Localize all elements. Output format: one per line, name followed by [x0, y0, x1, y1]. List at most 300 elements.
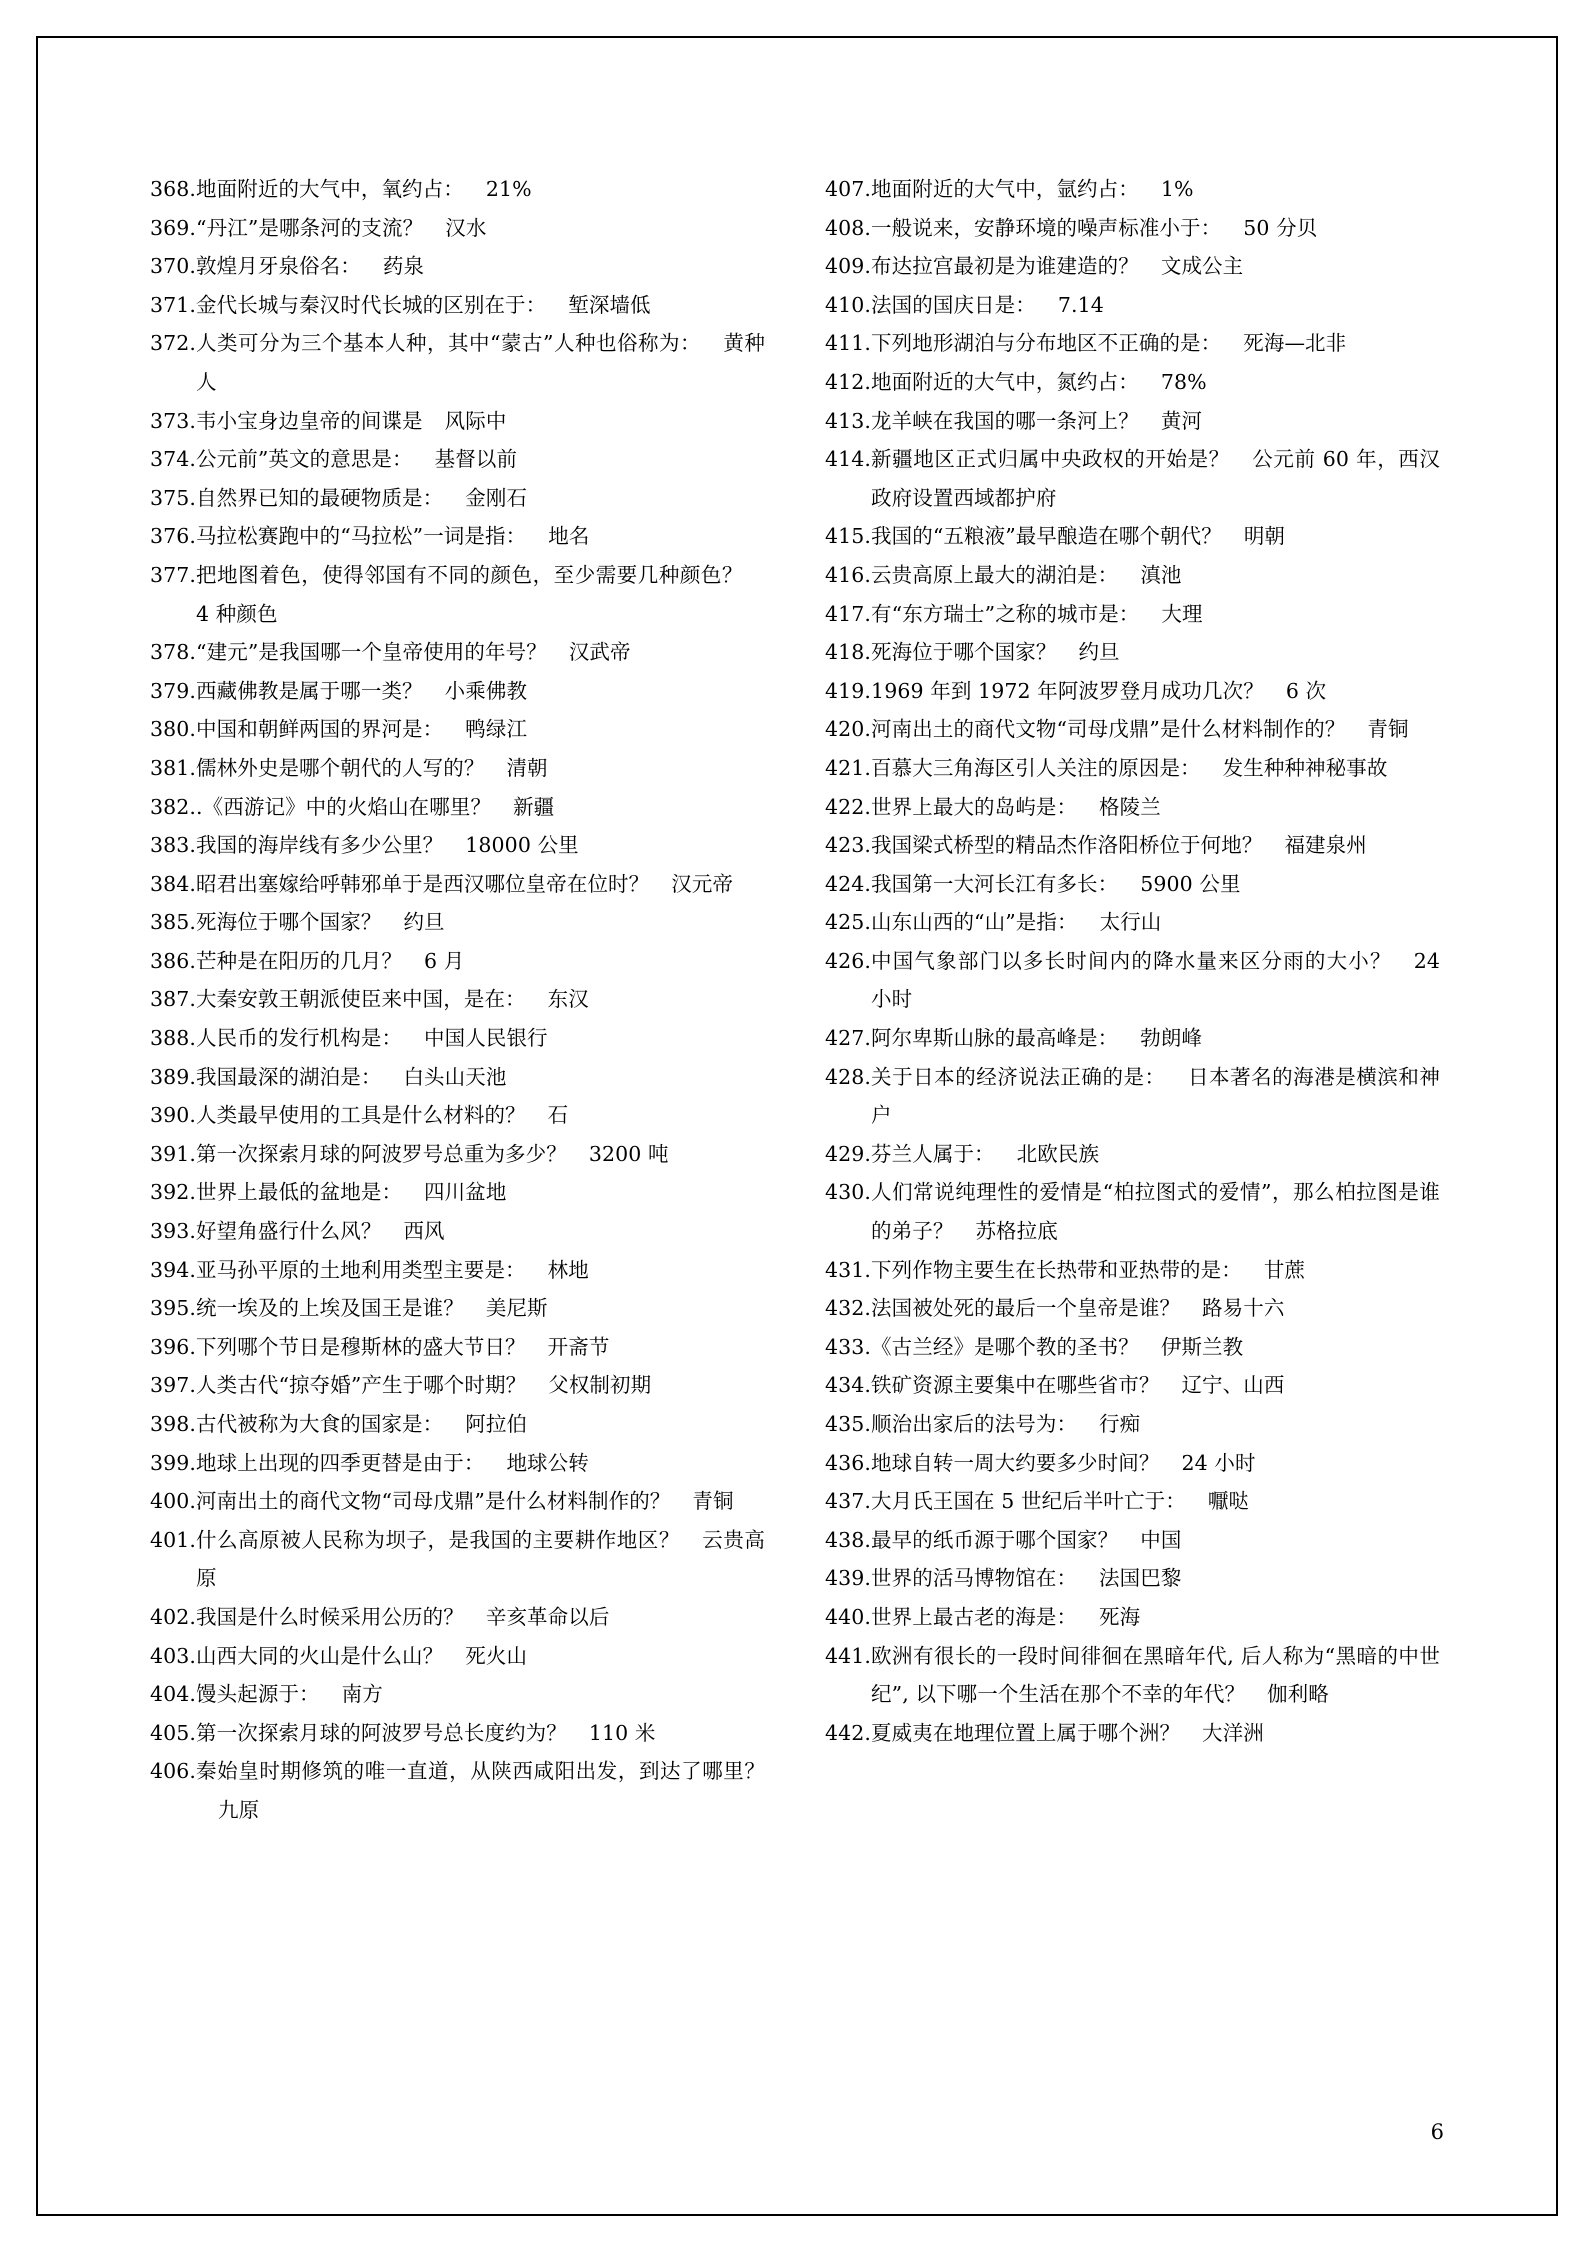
answer-text: 开斋节	[547, 1334, 610, 1359]
item-text	[196, 1444, 765, 1483]
question-text: 河南出土的商代文物“司母戊鼎”是什么材料制作的？	[196, 1489, 671, 1514]
list-item	[825, 1366, 1440, 1405]
question-text: 世界上最古老的海是：	[871, 1604, 1078, 1629]
item-text	[196, 826, 765, 865]
item-number: 410.	[825, 292, 872, 317]
question-text: 韦小宝身边皇帝的间谍是	[196, 408, 423, 433]
item-text	[196, 1521, 765, 1598]
item-text	[196, 1096, 765, 1135]
list-item	[150, 942, 765, 981]
list-item	[150, 1675, 765, 1714]
item-number: 438.	[825, 1527, 872, 1552]
item-number: 371.	[150, 292, 197, 317]
item-number: 387.	[150, 987, 197, 1012]
answer-text: 5900 公里	[1140, 871, 1241, 896]
answer-text: 路易十六	[1202, 1296, 1285, 1321]
question-text: 世界的活马博物馆在：	[871, 1566, 1078, 1591]
item-number: 411.	[825, 331, 872, 356]
item-text	[871, 247, 1440, 286]
item-number: 417.	[825, 601, 872, 626]
item-text	[871, 710, 1440, 749]
question-text: 1969 年到 1972 年阿波罗登月成功几次？	[871, 678, 1264, 703]
item-number: 369.	[150, 215, 197, 240]
item-number: 374.	[150, 447, 197, 472]
question-text: 死海位于哪个国家？	[871, 640, 1057, 665]
question-text: 人民币的发行机构是：	[196, 1026, 403, 1051]
question-text: 死海位于哪个国家？	[196, 910, 382, 935]
answer-text: 明朝	[1243, 524, 1286, 549]
question-text: 河南出土的商代文物“司母戊鼎”是什么材料制作的？	[871, 717, 1346, 742]
answer-text: 嚈哒	[1207, 1489, 1250, 1514]
question-text: 百慕大三角海区引人关注的原因是：	[871, 755, 1201, 780]
question-text: 我国梁式桥型的精品杰作洛阳桥位于何地？	[871, 833, 1263, 858]
item-text	[196, 1019, 765, 1058]
item-text	[871, 942, 1440, 1019]
item-number: 386.	[150, 948, 197, 973]
question-text: 第一次探索月球的阿波罗号总长度约为？	[196, 1720, 567, 1745]
answer-text: 黄种人	[196, 331, 765, 394]
question-text: 最早的纸币源于哪个国家？	[871, 1527, 1119, 1552]
item-number: 398.	[150, 1412, 197, 1436]
list-item	[825, 1559, 1440, 1598]
answer-text: 死海—北非	[1243, 331, 1347, 356]
item-text	[196, 1328, 765, 1367]
list-item	[825, 324, 1440, 363]
item-text	[871, 903, 1440, 942]
answer-text: 阿拉伯	[465, 1412, 528, 1436]
item-text	[871, 826, 1440, 865]
item-number: 372.	[150, 331, 197, 356]
item-number: 436.	[825, 1450, 872, 1475]
list-item	[150, 324, 765, 401]
question-text: 人类古代“掠夺婚”产生于哪个时期？	[196, 1373, 527, 1398]
question-text: 好望角盛行什么风？	[196, 1219, 382, 1244]
item-text	[196, 1289, 765, 1328]
item-text	[196, 517, 765, 556]
question-text: 什么高原被人民称为坝子，是我国的主要耕作地区？	[196, 1527, 680, 1552]
item-number: 396.	[150, 1334, 197, 1359]
answer-text: 21%	[485, 177, 532, 201]
item-text	[196, 1135, 765, 1174]
item-number: 375.	[150, 485, 197, 510]
answer-text: 林地	[547, 1257, 589, 1282]
question-text: 大月氏王国在 5 世纪后半叶亡于：	[871, 1489, 1186, 1514]
answer-text: 日本著名的海港是横滨和神户	[871, 1064, 1440, 1128]
answer-text: 黄河	[1160, 408, 1203, 433]
answer-text: 北欧民族	[1016, 1141, 1100, 1166]
list-item	[150, 1096, 765, 1135]
item-text	[196, 633, 765, 672]
answer-text: 鸭绿江	[465, 717, 528, 742]
question-text: 新疆地区正式归属中央政权的开始是？	[871, 447, 1230, 472]
item-number: 390.	[150, 1103, 197, 1128]
answer-text: 伊斯兰教	[1160, 1334, 1244, 1359]
question-text: 马拉松赛跑中的“马拉松”一词是指：	[196, 524, 527, 549]
item-number: 440.	[825, 1604, 872, 1629]
item-number: 401.	[150, 1527, 197, 1552]
item-number: 377.	[150, 562, 197, 587]
item-text	[196, 942, 765, 981]
question-text: 一般说来，安静环境的噪声标准小于：	[871, 215, 1222, 240]
question-text: 有“东方瑞士”之称的城市是：	[871, 601, 1140, 626]
item-text	[871, 556, 1440, 595]
item-text	[871, 517, 1440, 556]
item-text	[196, 865, 765, 904]
answer-text: 小乘佛教	[444, 678, 528, 703]
question-text: 法国被处死的最后一个皇帝是谁？	[871, 1296, 1181, 1321]
item-text	[871, 1058, 1440, 1135]
answer-text: 青铜	[1367, 717, 1409, 742]
answer-text: 18000 公里	[465, 833, 579, 858]
item-text	[871, 1135, 1440, 1174]
item-number: 391.	[150, 1141, 197, 1166]
answer-text: 太行山	[1099, 910, 1162, 935]
item-number: 437.	[825, 1489, 872, 1514]
item-text	[196, 710, 765, 749]
answer-text: 美尼斯	[485, 1296, 548, 1321]
list-item	[825, 440, 1440, 517]
list-item	[825, 1251, 1440, 1290]
item-text	[196, 209, 765, 248]
list-item	[150, 633, 765, 672]
question-text: 统一埃及的上埃及国王是谁？	[196, 1296, 464, 1321]
question-text: 地面附近的大气中，氧约占：	[196, 177, 464, 201]
list-item	[150, 556, 765, 633]
question-text: 地面附近的大气中，氩约占：	[871, 177, 1139, 201]
item-text	[196, 402, 765, 441]
item-text	[196, 247, 765, 286]
item-text	[871, 1019, 1440, 1058]
item-text	[196, 1637, 765, 1676]
item-number: 400.	[150, 1489, 197, 1514]
answer-text: 福建泉州	[1284, 833, 1367, 858]
item-number: 405.	[150, 1720, 197, 1745]
list-item	[825, 749, 1440, 788]
item-number: 388.	[150, 1026, 197, 1051]
item-text	[871, 595, 1440, 634]
list-item	[825, 1019, 1440, 1058]
question-text: 我国的海岸线有多少公里？	[196, 833, 444, 858]
question-text: 公元前”英文的意思是：	[196, 447, 413, 472]
answer-text: 甘蔗	[1263, 1257, 1306, 1282]
list-item	[150, 710, 765, 749]
question-text: 夏威夷在地理位置上属于哪个洲？	[871, 1720, 1181, 1745]
column-left	[150, 170, 765, 2040]
item-text	[196, 980, 765, 1019]
item-text	[871, 865, 1440, 904]
question-text: 大秦安敦王朝派使臣来中国，是在：	[196, 987, 526, 1012]
item-text	[196, 1675, 765, 1714]
question-text: 下列哪个节日是穆斯林的盛大节日？	[196, 1334, 526, 1359]
question-text: 山西大同的火山是什么山？	[196, 1643, 444, 1668]
item-text	[196, 1482, 765, 1521]
list-item	[150, 209, 765, 248]
item-number: 420.	[825, 717, 872, 742]
answer-text: 伽利略	[1267, 1682, 1329, 1707]
question-text: 亚马孙平原的土地利用类型主要是：	[196, 1257, 526, 1282]
answer-text: 大洋洲	[1202, 1720, 1264, 1745]
question-text: 敦煌月牙泉俗名：	[196, 254, 361, 279]
list-item	[150, 1482, 765, 1521]
answer-text: 文成公主	[1160, 254, 1244, 279]
list-item	[825, 1482, 1440, 1521]
answer-text: 行痴	[1099, 1412, 1141, 1436]
question-text: 中国和朝鲜两国的界河是：	[196, 717, 444, 742]
question-text: 地球上出现的四季更替是由于：	[196, 1450, 485, 1475]
item-text	[871, 1444, 1440, 1483]
item-text	[871, 1598, 1440, 1637]
list-item	[150, 672, 765, 711]
list-item	[150, 1598, 765, 1637]
list-item	[150, 903, 765, 942]
item-number: 413.	[825, 408, 872, 433]
item-number: 379.	[150, 678, 197, 703]
question-text: 云贵高原上最大的湖泊是：	[871, 562, 1119, 587]
item-number: 427.	[825, 1026, 872, 1051]
item-number: 419.	[825, 678, 872, 703]
list-item	[825, 672, 1440, 711]
answer-text: 地球公转	[506, 1450, 589, 1475]
item-number: 402.	[150, 1604, 197, 1629]
answer-text: 中国	[1140, 1527, 1182, 1552]
item-number: 389.	[150, 1064, 197, 1089]
question-text: 馒头起源于：	[196, 1682, 320, 1707]
item-number: 409.	[825, 254, 872, 279]
item-number: 376.	[150, 524, 197, 549]
item-number: 378.	[150, 640, 197, 665]
answer-text: 东汉	[547, 987, 589, 1012]
answer-text: 辽宁、山西	[1181, 1373, 1285, 1398]
item-text	[871, 1366, 1440, 1405]
item-text	[196, 556, 765, 633]
item-number: 428.	[825, 1064, 872, 1089]
answer-text: 6 次	[1285, 678, 1327, 703]
item-number: 416.	[825, 562, 872, 587]
item-text	[196, 1405, 765, 1444]
item-number: 429.	[825, 1141, 872, 1166]
question-text: 龙羊峡在我国的哪一条河上？	[871, 408, 1139, 433]
list-item	[150, 865, 765, 904]
answer-text: 中国人民银行	[424, 1026, 548, 1051]
item-number: 403.	[150, 1643, 197, 1668]
item-text	[196, 749, 765, 788]
list-item	[825, 1714, 1440, 1753]
question-text: 昭君出塞嫁给呼韩邪单于是西汉哪位皇帝在位时？	[196, 871, 650, 896]
item-text	[871, 1405, 1440, 1444]
answer-text: 公元前 60 年，西汉政府设置西域都护府	[871, 447, 1441, 510]
list-item	[150, 402, 765, 441]
answer-text: 四川盆地	[424, 1180, 507, 1205]
item-text	[871, 402, 1440, 441]
item-number: 434.	[825, 1373, 872, 1398]
item-text	[871, 672, 1440, 711]
item-text	[196, 1212, 765, 1251]
list-item	[150, 247, 765, 286]
answer-text: 地名	[548, 524, 590, 549]
answer-text: 约旦	[403, 910, 445, 935]
list-item	[825, 170, 1440, 209]
answer-text: 汉武帝	[568, 640, 631, 665]
list-item	[825, 1598, 1440, 1637]
list-item	[150, 1212, 765, 1251]
answer-text: 格陵兰	[1099, 794, 1161, 819]
item-number: 407.	[825, 177, 872, 201]
item-text	[871, 209, 1440, 248]
list-item	[150, 1019, 765, 1058]
answer-text: 6 月	[424, 948, 465, 973]
answer-text: 滇池	[1140, 562, 1182, 587]
list-item	[150, 1328, 765, 1367]
question-text: 世界上最低的盆地是：	[196, 1180, 403, 1205]
list-item	[825, 1135, 1440, 1174]
list-item	[150, 440, 765, 479]
item-number: 373.	[150, 408, 197, 433]
item-number: 439.	[825, 1566, 872, 1591]
item-number: 394.	[150, 1257, 197, 1282]
answer-text: 7.14	[1057, 292, 1104, 317]
list-item	[150, 170, 765, 209]
item-number: 441.	[825, 1643, 872, 1668]
question-text: .《西游记》中的火焰山在哪里？	[196, 794, 492, 819]
answer-text: 堑深墙低	[568, 292, 651, 317]
item-text	[871, 1482, 1440, 1521]
answer-text: 西风	[403, 1219, 445, 1244]
list-item	[825, 1405, 1440, 1444]
list-item	[825, 556, 1440, 595]
item-number: 383.	[150, 833, 197, 858]
item-text	[196, 903, 765, 942]
item-number: 433.	[825, 1334, 872, 1359]
question-text: 布达拉宫最初是为谁建造的？	[871, 254, 1139, 279]
list-item	[825, 1058, 1440, 1135]
item-number: 423.	[825, 833, 872, 858]
list-item	[825, 865, 1440, 904]
question-text: 古代被称为大食的国家是：	[196, 1412, 444, 1436]
item-number: 415.	[825, 524, 872, 549]
list-item	[150, 1752, 765, 1829]
question-text: “建元”是我国哪一个皇帝使用的年号？	[196, 640, 547, 665]
question-text: 秦始皇时期修筑的唯一直道，从陕西咸阳出发，到达了哪里？	[196, 1759, 765, 1784]
question-text: 人们常说纯理性的爱情是“柏拉图式的爱情”，那么柏拉图是谁的弟子？	[871, 1180, 1440, 1244]
two-column-body	[150, 170, 1440, 2040]
item-text	[196, 324, 765, 401]
item-number: 442.	[825, 1720, 872, 1745]
item-number: 397.	[150, 1373, 197, 1398]
answer-text: 死火山	[465, 1643, 528, 1668]
answer-text: 南方	[341, 1682, 383, 1707]
list-item	[825, 286, 1440, 325]
item-number: 418.	[825, 640, 872, 665]
question-text: 世界上最大的岛屿是：	[871, 794, 1078, 819]
list-item	[825, 1289, 1440, 1328]
item-number: 404.	[150, 1682, 197, 1707]
answer-text: 父权制初期	[548, 1373, 652, 1398]
item-text	[871, 1328, 1440, 1367]
list-item	[825, 1328, 1440, 1367]
answer-text: 4 种颜色	[196, 601, 278, 626]
item-number: 426.	[825, 948, 872, 973]
item-number: 432.	[825, 1296, 872, 1321]
answer-text: 石	[547, 1103, 569, 1128]
item-text	[196, 286, 765, 325]
question-text: 人类可分为三个基本人种，其中“蒙古”人种也俗称为：	[196, 331, 701, 356]
item-text	[871, 363, 1440, 402]
item-number: 380.	[150, 717, 197, 742]
list-item	[825, 942, 1440, 1019]
question-text: 地面附近的大气中，氮约占：	[871, 369, 1139, 394]
list-item	[150, 1714, 765, 1753]
question-text: 芬兰人属于：	[871, 1141, 995, 1166]
list-item	[825, 402, 1440, 441]
item-number: 370.	[150, 254, 197, 279]
question-text: 法国的国庆日是：	[871, 292, 1036, 317]
item-text	[196, 1366, 765, 1405]
item-text	[871, 1521, 1440, 1560]
item-text	[196, 1598, 765, 1637]
item-number: 414.	[825, 447, 872, 472]
list-item	[825, 788, 1440, 827]
question-text: 欧洲有很长的一段时间徘徊在黑暗年代, 后人称为“黑暗的中世纪”, 以下哪一个生活在那个不幸的年代？	[871, 1643, 1440, 1707]
list-item	[825, 209, 1440, 248]
item-number: 425.	[825, 910, 872, 935]
answer-text: 辛亥革命以后	[485, 1604, 610, 1629]
item-number: 431.	[825, 1257, 872, 1282]
item-number: 368.	[150, 177, 197, 201]
list-item	[825, 1444, 1440, 1483]
item-text	[871, 1251, 1440, 1290]
question-text: 关于日本的经济说法正确的是：	[871, 1064, 1166, 1089]
page-number: 6	[1430, 2120, 1444, 2144]
list-item	[150, 788, 765, 827]
item-text	[871, 1173, 1440, 1250]
question-text: 地球自转一周大约要多少时间？	[871, 1450, 1160, 1475]
list-item	[825, 247, 1440, 286]
item-number: 384.	[150, 871, 197, 896]
item-number: 424.	[825, 871, 872, 896]
question-text: 铁矿资源主要集中在哪些省市？	[871, 1373, 1160, 1398]
list-item	[825, 633, 1440, 672]
item-number: 408.	[825, 215, 872, 240]
list-item	[150, 479, 765, 518]
answer-text: 苏格拉底	[975, 1219, 1058, 1244]
answer-text: 3200 吨	[588, 1141, 669, 1166]
item-text	[871, 1289, 1440, 1328]
item-text	[871, 324, 1440, 363]
item-number: 435.	[825, 1412, 872, 1436]
item-number: 421.	[825, 755, 872, 780]
answer-text: 清朝	[506, 755, 548, 780]
question-text: 第一次探索月球的阿波罗号总重为多少？	[196, 1141, 567, 1166]
question-text: 顺治出家后的法号为：	[871, 1412, 1078, 1436]
answer-text: 死海	[1099, 1604, 1141, 1629]
question-text: 金代长城与秦汉时代长城的区别在于：	[196, 292, 547, 317]
question-text: 阿尔卑斯山脉的最高峰是：	[871, 1026, 1119, 1051]
list-item	[825, 826, 1440, 865]
question-text: 我国最深的湖泊是：	[196, 1064, 382, 1089]
item-text	[196, 1251, 765, 1290]
item-text	[871, 749, 1440, 788]
answer-text: 大理	[1161, 601, 1203, 626]
question-text: 下列地形湖泊与分布地区不正确的是：	[871, 331, 1222, 356]
list-item	[150, 1251, 765, 1290]
item-text	[871, 286, 1440, 325]
item-number: 412.	[825, 369, 872, 394]
item-text	[871, 633, 1440, 672]
list-item	[150, 1135, 765, 1174]
list-item	[825, 1173, 1440, 1250]
item-text	[196, 440, 765, 479]
list-item	[825, 903, 1440, 942]
